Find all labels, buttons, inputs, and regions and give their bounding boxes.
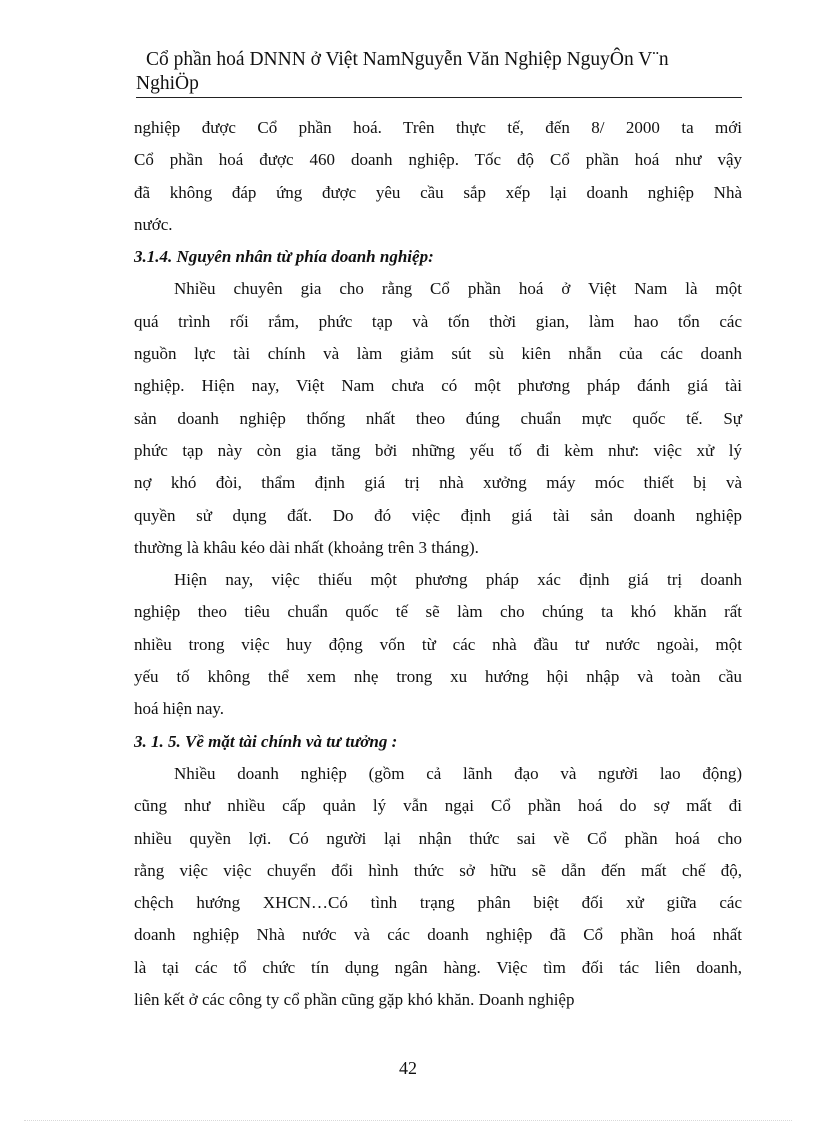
paragraph-line: cũng như nhiều cấp quản lý vẫn ngại Cổ phần hoá do sợ mất đi	[134, 796, 742, 816]
paragraph-line: liên kết ở các công ty cổ phần cũng gặp khó khăn. Doanh nghiệp	[134, 990, 575, 1010]
paragraph-line: Hiện nay, việc thiếu một phương pháp xác định giá trị doanh	[174, 570, 742, 590]
paragraph-line: chệch hướng XHCN…Có tình trạng phân biệt đối xử giữa các	[134, 893, 742, 913]
paragraph-line: phức tạp này còn gia tăng bởi những yếu tố đi kèm như: việc xử lý	[134, 440, 742, 460]
paragraph-line: hoá hiện nay.	[134, 699, 225, 719]
paragraph-line: nguồn lực tài chính và làm giảm sút sù kiên nhẫn của các doanh	[134, 344, 742, 364]
body-text	[134, 112, 742, 1016]
paragraph-line: đã không đáp ứng được yêu cầu sắp xếp lại doanh nghiệp Nhà	[134, 182, 742, 202]
paragraph-line: nước.	[134, 214, 173, 234]
header-title: Cổ phần hoá DNNN ở Việt NamNguyễn Văn Nghiệp NguyÔn V¨n	[146, 49, 669, 70]
paragraph-line: nhiều quyền lợi. Có người lại nhận thức sai về Cổ phần hoá cho	[134, 828, 742, 848]
paragraph-line: doanh nghiệp Nhà nước và các doanh nghiệp đã Cổ phần hoá nhất	[134, 925, 742, 945]
header-title-continued: NghiÖp	[136, 73, 199, 94]
paragraph-line: nhiều trong việc huy động vốn từ các nhà đầu tư nước ngoài, một	[134, 634, 742, 654]
paragraph-line: Cổ phần hoá được 460 doanh nghiệp. Tốc độ Cổ phần hoá như vậy	[134, 150, 742, 170]
paragraph-line: quá trình rối rắm, phức tạp và tốn thời gian, làm hao tổn các	[134, 311, 742, 331]
page-bottom-divider	[24, 1120, 792, 1121]
paragraph-line: Nhiều chuyên gia cho rằng Cổ phần hoá ở Việt Nam là một	[174, 279, 742, 299]
paragraph-line: nợ khó đòi, thẩm định giá trị nhà xưởng máy móc thiết bị và	[134, 473, 742, 493]
paragraph-line: quyền sử dụng đất. Do đó việc định giá tài sản doanh nghiệp	[134, 505, 742, 525]
paragraph-line: nghiệp. Hiện nay, Việt Nam chưa có một phương pháp đánh giá tài	[134, 376, 742, 396]
paragraph-line: rằng việc việc chuyển đổi hình thức sở hữu sẽ dẫn đến mất chế độ,	[134, 860, 742, 880]
section-heading: 3. 1. 5. Về mặt tài chính và tư tưởng :	[134, 731, 398, 751]
paragraph-line: nghiệp theo tiêu chuẩn quốc tế sẽ làm cho chúng ta khó khăn rất	[134, 602, 742, 622]
page-number: 42	[399, 1058, 417, 1078]
paragraph-line: nghiệp được Cổ phần hoá. Trên thực tế, đến 8/ 2000 ta mới	[134, 118, 742, 137]
section-heading: 3.1.4. Nguyên nhân từ phía doanh nghiệp:	[134, 247, 434, 267]
paragraph-line: yếu tố không thể xem nhẹ trong xu hướng hội nhập và toàn cầu	[134, 667, 742, 687]
header-divider	[136, 97, 742, 98]
paragraph-line: sản doanh nghiệp thống nhất theo đúng chuẩn mực quốc tế. Sự	[134, 408, 742, 428]
paragraph-line: Nhiều doanh nghiệp (gồm cả lãnh đạo và người lao động)	[174, 763, 742, 783]
paragraph-line: thường là khâu kéo dài nhất (khoảng trên 3 tháng).	[134, 537, 479, 557]
paragraph-line: là tại các tổ chức tín dụng ngân hàng. Việc tìm đối tác liên doanh,	[134, 957, 742, 977]
running-header	[136, 48, 744, 96]
